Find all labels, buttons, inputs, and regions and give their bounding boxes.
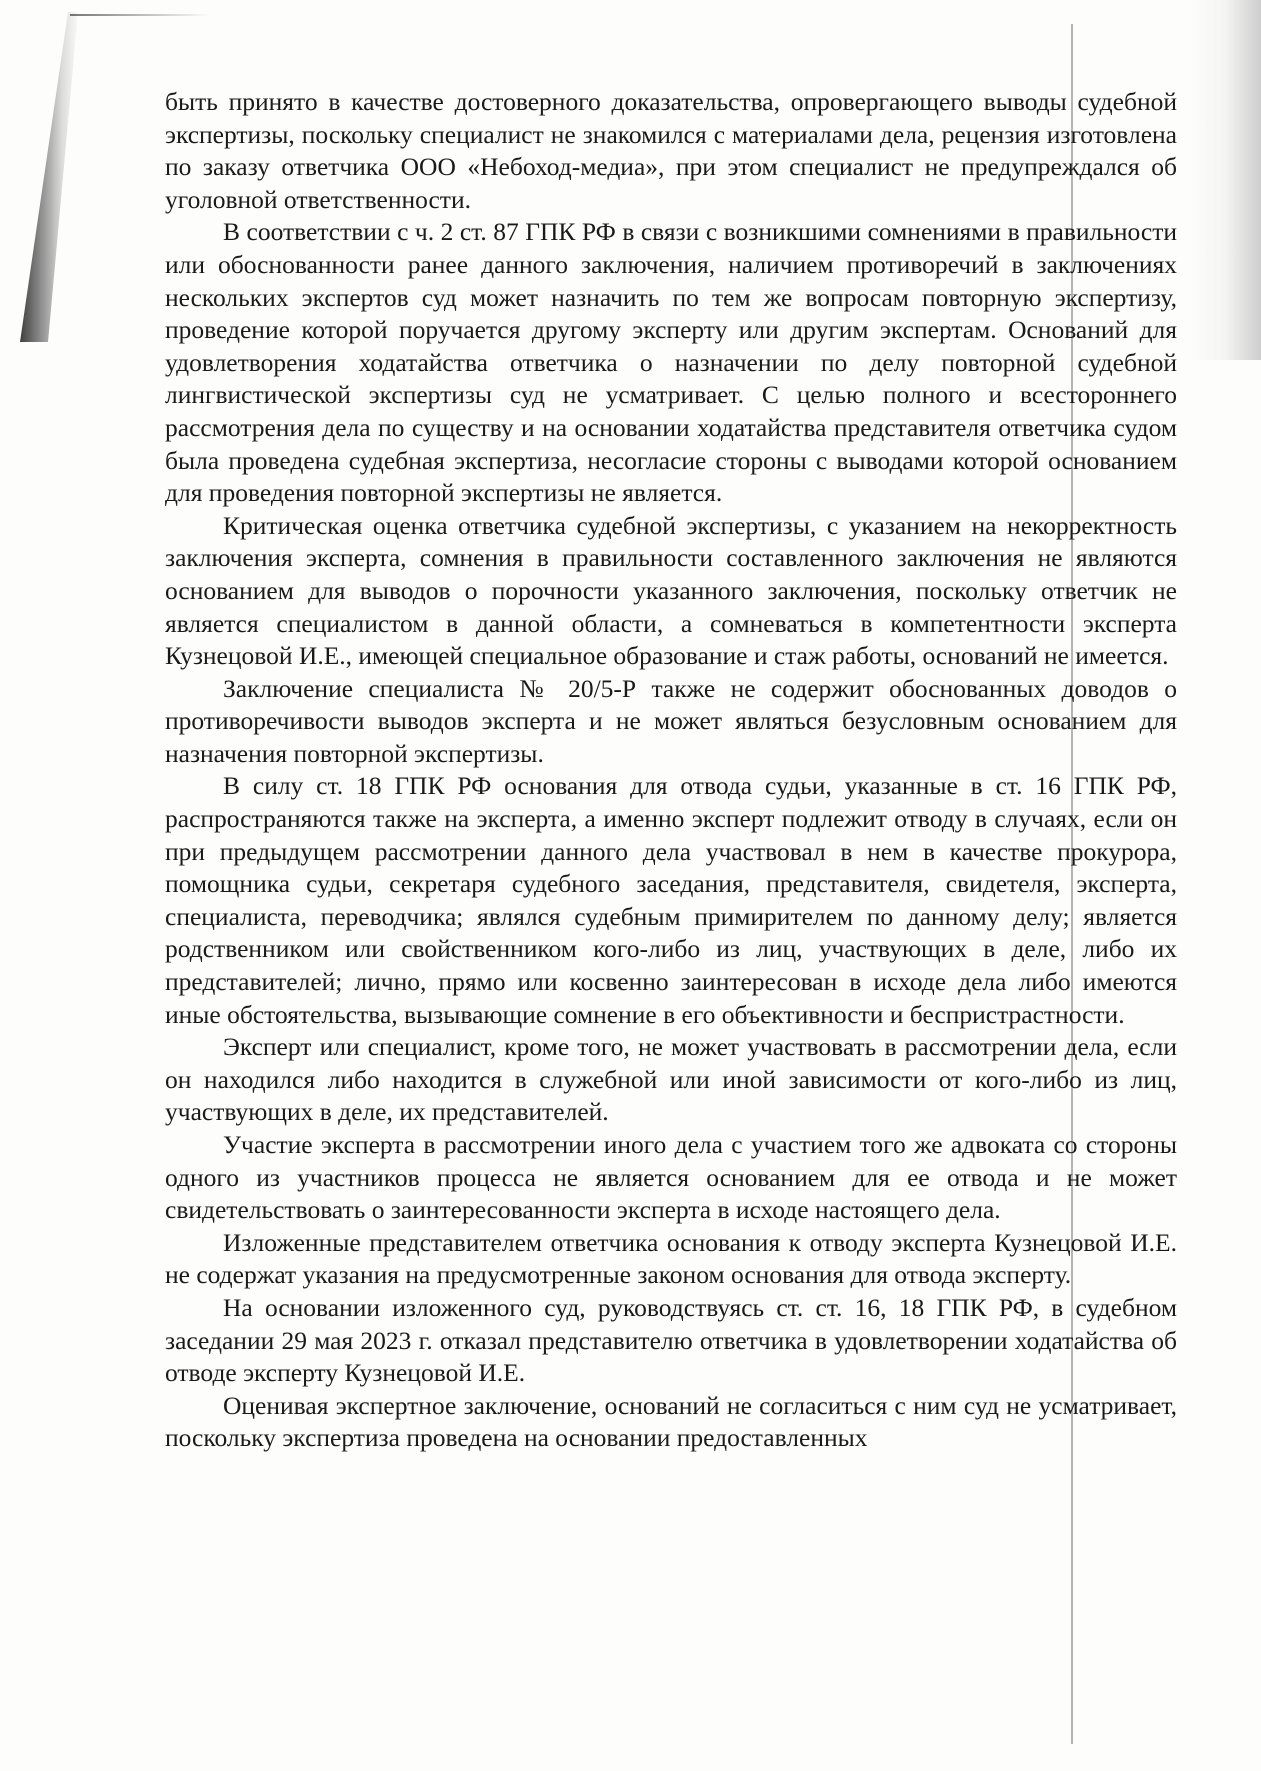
- scan-edge-line: [70, 14, 210, 16]
- paragraph-8: Изложенные представителем ответчика основания к отводу эксперта Кузнецовой И.Е. не содержат указания на предусмотренные законом основания для отвода эксперту.: [165, 1227, 1177, 1290]
- document-body: [165, 86, 1177, 1455]
- scan-edge-shadow: [20, 12, 80, 342]
- paragraph-5: В силу ст. 18 ГПК РФ основания для отвода судьи, указанные в ст. 16 ГПК РФ, распространяются также на эксперта, а именно эксперт подлежит отводу в случаях, если он при предыдущем рассмотрении данного дела участвовал в нем в качестве прокурора, помощника судьи, секретаря судебного заседания, представителя, свидетеля, эксперта, специалиста, переводчика; являлся судебным примирителем по данному делу; является родственником или свойственником кого-либо из лиц, участвующих в деле, либо их представителей; лично, прямо или косвенно заинтересован в исходе дела либо имеются иные обстоятельства, вызывающие сомнение в его объективности и беспристрастности.: [165, 771, 1177, 1029]
- paragraph-2: В соответствии с ч. 2 ст. 87 ГПК РФ в связи с возникшими сомнениями в правильности или обоснованности ранее данного заключения, наличием противоречий в заключениях нескольких экспертов суд может назначить по тем же вопросам повторную экспертизу, проведение которой поручается другому эксперту или другим экспертам. Оснований для удовлетворения ходатайства ответчика о назначении по делу повторной судебной лингвистической экспертизы суд не усматривает. С целью полного и всестороннего рассмотрения дела по существу и на основании ходатайства представителя ответчика судом была проведена судебная экспертиза, несогласие стороны с выводами которой основанием для проведения повторной экспертизы не является.: [165, 217, 1177, 508]
- paragraph-1: быть принято в качестве достоверного доказательства, опровергающего выводы судебной экспертизы, поскольку специалист не знакомился с материалами дела, рецензия изготовлена по заказу ответчика ООО «Небоход-медиа», при этом специалист не предупреждался об уголовной ответственности.: [165, 87, 1177, 214]
- paragraph-4: Заключение специалиста № 20/5-Р также не содержит обоснованных доводов о противоречивости выводов эксперта и не может являться безусловным основанием для назначения повторной экспертизы.: [165, 673, 1177, 768]
- paragraph-9: На основании изложенного суд, руководствуясь ст. ст. 16, 18 ГПК РФ, в судебном заседании 29 мая 2023 г. отказал представителю ответчика в удовлетворении ходатайства об отводе эксперту Кузнецовой И.Е.: [165, 1292, 1177, 1388]
- paragraph-7: Участие эксперта в рассмотрении иного дела с участием того же адвоката со стороны одного из участников процесса не является основанием для ее отвода и не может свидетельствовать о заинтересованности эксперта в исходе настоящего дела.: [165, 1130, 1177, 1225]
- paragraph-6: Эксперт или специалист, кроме того, не может участвовать в рассмотрении дела, если он находился либо находится в служебной или иной зависимости от кого-либо из лиц, участвующих в деле, их представителей.: [165, 1032, 1177, 1127]
- paragraph-10: Оценивая экспертное заключение, оснований не согласиться с ним суд не усматривает, поскольку экспертиза проведена на основании предоставленных: [165, 1390, 1177, 1453]
- paragraph-3: Критическая оценка ответчика судебной экспертизы, с указанием на некорректность заключения эксперта, сомнения в правильности составленного заключения не являются основанием для выводов о порочности указанного заключения, поскольку ответчик не является специалистом в данной области, а сомневаться в компетентности эксперта Кузнецовой И.Е., имеющей специальное образование и стаж работы, оснований не имеется.: [165, 510, 1177, 671]
- scan-corner-shade: [1191, 0, 1261, 360]
